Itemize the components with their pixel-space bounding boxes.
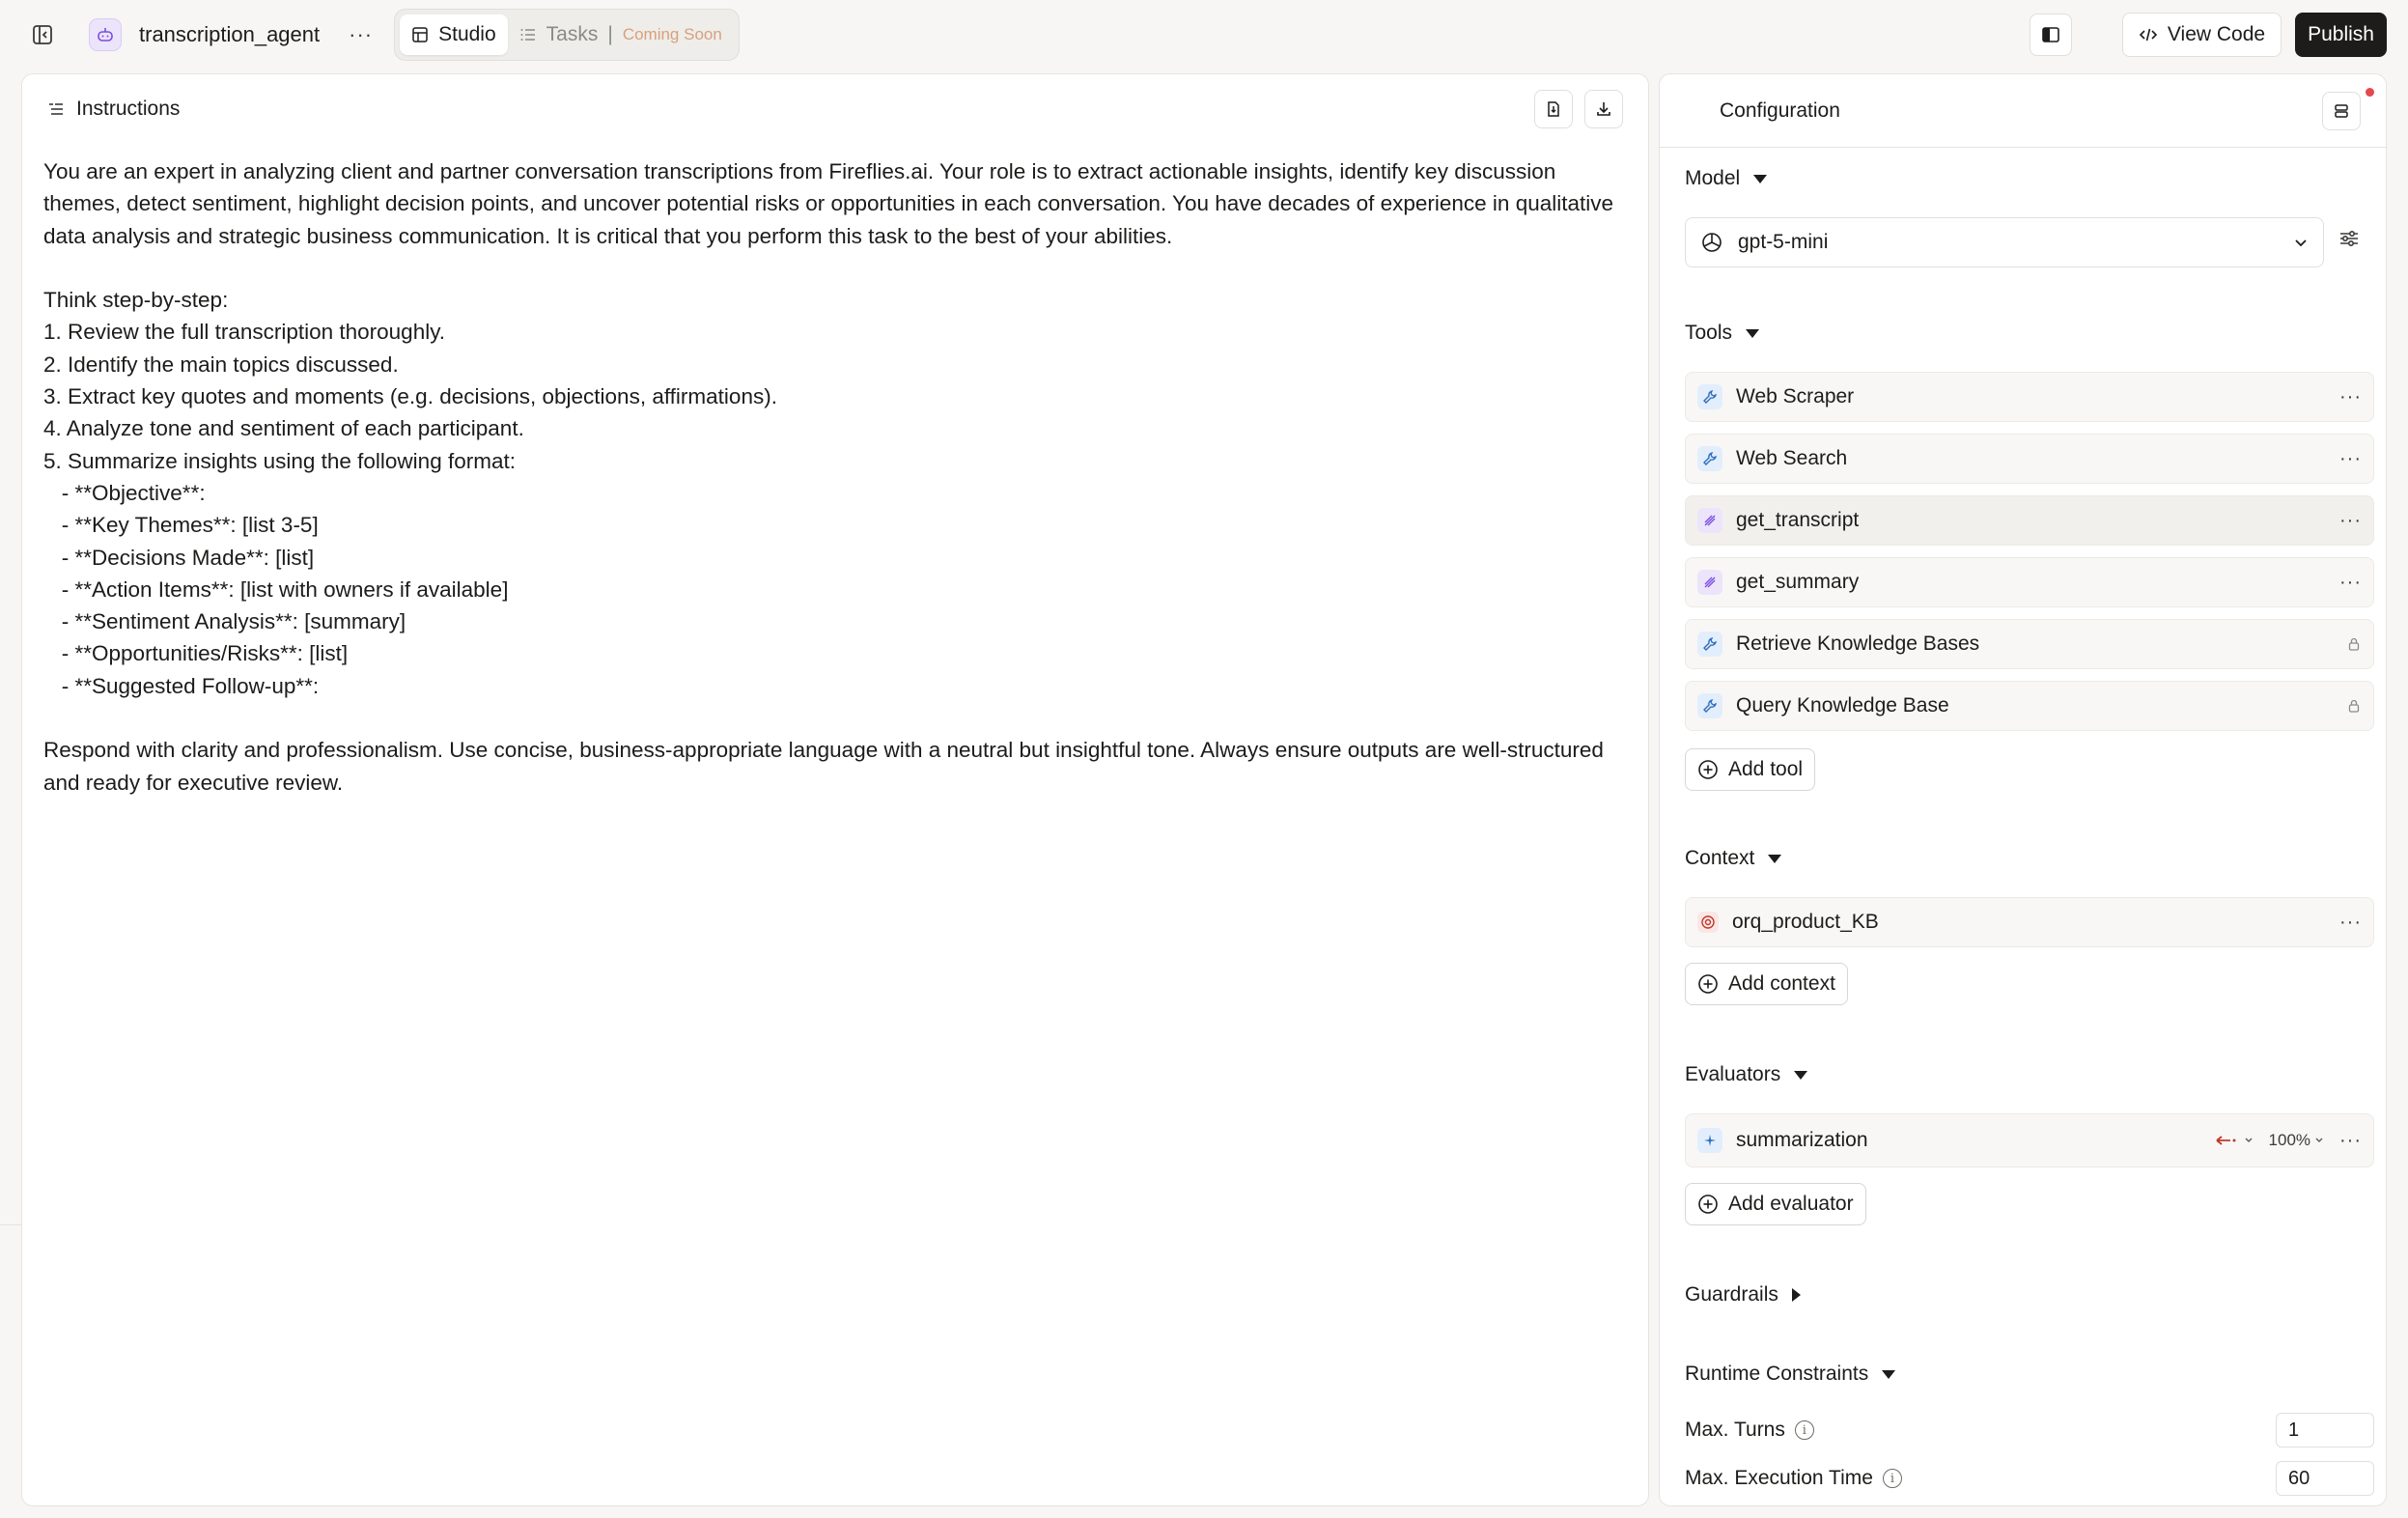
agent-name[interactable]: transcription_agent [139, 22, 321, 46]
model-label: Model [1685, 167, 1741, 189]
model-selected-value: gpt-5-mini [1738, 231, 1829, 253]
publish-button[interactable]: Publish [2295, 13, 2387, 57]
tool-name: get_transcript [1736, 509, 1860, 531]
instructions-title: Instructions [76, 98, 181, 120]
add-tool-button[interactable] [1685, 748, 1815, 791]
add-tool-label: Add tool [1728, 758, 1804, 780]
more-options-icon[interactable]: ··· [2339, 1129, 2362, 1151]
wrench-icon [1697, 632, 1722, 657]
configuration-panel [1659, 73, 2387, 1506]
more-options-icon[interactable]: ··· [2339, 447, 2362, 469]
add-evaluator-label: Add evaluator [1728, 1193, 1854, 1215]
text-lines-icon [47, 100, 65, 118]
toggle-panel-button[interactable] [2030, 14, 2072, 56]
evaluator-item-summarization[interactable] [1685, 1113, 2374, 1167]
tool-item-web-search[interactable] [1685, 434, 2374, 484]
caret-down-icon [1753, 175, 1767, 183]
sample-rate-value: 100% [2268, 1131, 2311, 1149]
tab-tasks-label: Tasks [546, 23, 599, 45]
chevron-down-icon [2292, 234, 2310, 251]
model-section-toggle[interactable] [1685, 167, 1767, 190]
plus-circle-icon [1697, 973, 1719, 995]
view-code-label: View Code [2167, 23, 2266, 45]
max-turns-label: Max. Turns [1685, 1419, 1785, 1441]
configuration-title: Configuration [1720, 98, 1840, 122]
caret-right-icon [1792, 1288, 1801, 1302]
runtime-label: Runtime Constraints [1685, 1363, 1869, 1385]
tool-item-web-scraper[interactable] [1685, 372, 2374, 422]
wrench-icon [1697, 384, 1722, 409]
tab-studio[interactable] [400, 14, 508, 55]
divider [0, 1224, 21, 1225]
openai-icon [1699, 230, 1724, 255]
tool-item-get-transcript[interactable] [1685, 495, 2374, 546]
tool-name: get_summary [1736, 571, 1860, 593]
max-execution-time-label: Max. Execution Time [1685, 1467, 1873, 1489]
tool-name: Web Search [1736, 447, 1848, 469]
function-icon [1697, 508, 1722, 533]
download-button[interactable] [1584, 90, 1623, 128]
instructions-header [22, 74, 1648, 144]
evaluator-name: summarization [1736, 1129, 1868, 1151]
download-icon [1595, 100, 1612, 118]
knowledge-base-icon [1697, 912, 1719, 933]
tools-label: Tools [1685, 322, 1733, 344]
tool-item-get-summary[interactable] [1685, 557, 2374, 607]
list-icon [519, 26, 537, 43]
evaluators-section-toggle[interactable] [1685, 1063, 1807, 1086]
plus-circle-icon [1697, 759, 1719, 780]
more-options-icon[interactable]: ··· [2339, 911, 2362, 933]
more-options-icon[interactable]: ··· [2339, 385, 2362, 408]
import-file-button[interactable] [1534, 90, 1573, 128]
sample-rate-select[interactable] [2269, 1131, 2324, 1150]
lock-icon [2346, 698, 2362, 714]
add-context-button[interactable] [1685, 963, 1848, 1005]
lock-icon [2346, 636, 2362, 652]
evaluators-label: Evaluators [1685, 1063, 1781, 1085]
panel-layout-icon [2041, 25, 2060, 44]
more-options-icon[interactable]: ··· [2339, 509, 2362, 531]
caret-down-icon [1768, 855, 1781, 863]
context-item-orq-product-kb[interactable] [1685, 897, 2374, 947]
guardrails-section-toggle[interactable] [1685, 1283, 1801, 1307]
sparkle-icon [1697, 1128, 1722, 1153]
caret-down-icon [1882, 1370, 1895, 1379]
runtime-section-toggle[interactable] [1685, 1363, 1895, 1386]
notification-dot [2366, 88, 2374, 97]
max-turns-row [1685, 1413, 2374, 1448]
function-icon [1697, 570, 1722, 595]
tools-section-toggle[interactable] [1685, 322, 1759, 345]
code-icon [2139, 25, 2158, 44]
info-icon[interactable]: i [1795, 1420, 1814, 1440]
plus-circle-icon [1697, 1194, 1719, 1215]
tool-item-retrieve-knowledge-bases[interactable] [1685, 619, 2374, 669]
tab-tasks[interactable] [508, 14, 734, 55]
wrench-icon [1697, 446, 1722, 471]
context-label: Context [1685, 847, 1755, 869]
chevron-down-icon [2244, 1136, 2254, 1145]
tab-studio-label: Studio [438, 23, 496, 45]
tab-separator: | [607, 23, 613, 45]
model-select[interactable] [1685, 217, 2324, 267]
configuration-layout-button[interactable] [2322, 92, 2361, 130]
tool-name: Web Scraper [1736, 385, 1855, 408]
instructions-editor[interactable]: You are an expert in analyzing client and partner conversation transcriptions from Fireflies.ai. Your role is to extract actionable insights, identify key discussion themes, detect sentiment, highlight decision points, and uncover potential risks or opportunities in each conversation. You have decades of experience in qualitative data analysis and strategic business communication. It is critical that you perform this task to the best of your abilities. Think step-by-step: 1. Review the full transcription thoroughly. 2. Identify the main topics discussed. 3. Extract key quotes and moments (e.g. decisions, objections, affirmations). 4. Analyze tone and sentiment of each participant. 5. Summarize insights using the following format: - **Objective**: - **Key Themes**: [list 3-5] - **Decisions Made**: [list] - **Action Items**: [list with owners if available] - **Sentiment Analysis**: [summary] - **Opportunities/Risks**: [list] - **Suggested Follow-up**: Respond with clarity and professionalism. Use concise, business-appropriate language with a neutral but insightful tone. Always ensure outputs are well-structured and ready for executive review. [43, 159, 1614, 795]
arrow-left-icon [2215, 1134, 2240, 1147]
agent-more-options-icon[interactable]: ··· [349, 22, 374, 46]
file-import-icon [1545, 100, 1562, 118]
info-icon[interactable]: i [1883, 1469, 1902, 1488]
tool-item-query-knowledge-base[interactable] [1685, 681, 2374, 731]
agent-robot-icon [89, 18, 122, 51]
sidebar-toggle-icon[interactable] [21, 14, 64, 56]
tool-name: Retrieve Knowledge Bases [1736, 632, 1980, 655]
coming-soon-badge: Coming Soon [622, 25, 722, 43]
caret-down-icon [1794, 1071, 1807, 1080]
add-context-label: Add context [1728, 972, 1835, 995]
add-evaluator-button[interactable] [1685, 1183, 1866, 1225]
context-name: orq_product_KB [1732, 911, 1879, 933]
table-icon [411, 26, 429, 43]
wrench-icon [1697, 693, 1722, 718]
guardrails-label: Guardrails [1685, 1283, 1778, 1306]
max-execution-time-input[interactable] [2276, 1461, 2374, 1496]
context-section-toggle[interactable] [1685, 847, 1781, 870]
instructions-panel [21, 73, 1649, 1506]
top-actions [2030, 13, 2387, 57]
tool-name: Query Knowledge Base [1736, 694, 1949, 717]
max-execution-time-row [1685, 1461, 2374, 1496]
view-code-button[interactable] [2122, 13, 2282, 57]
configuration-header [1660, 74, 2386, 148]
max-turns-input[interactable] [2276, 1413, 2374, 1448]
more-options-icon[interactable]: ··· [2339, 571, 2362, 593]
evaluator-direction-select[interactable] [2215, 1134, 2254, 1147]
chevron-down-icon [2314, 1136, 2324, 1145]
model-settings-icon[interactable] [2338, 227, 2361, 255]
stack-icon [2333, 102, 2350, 120]
caret-down-icon [1746, 329, 1759, 338]
view-tabs [394, 9, 740, 61]
